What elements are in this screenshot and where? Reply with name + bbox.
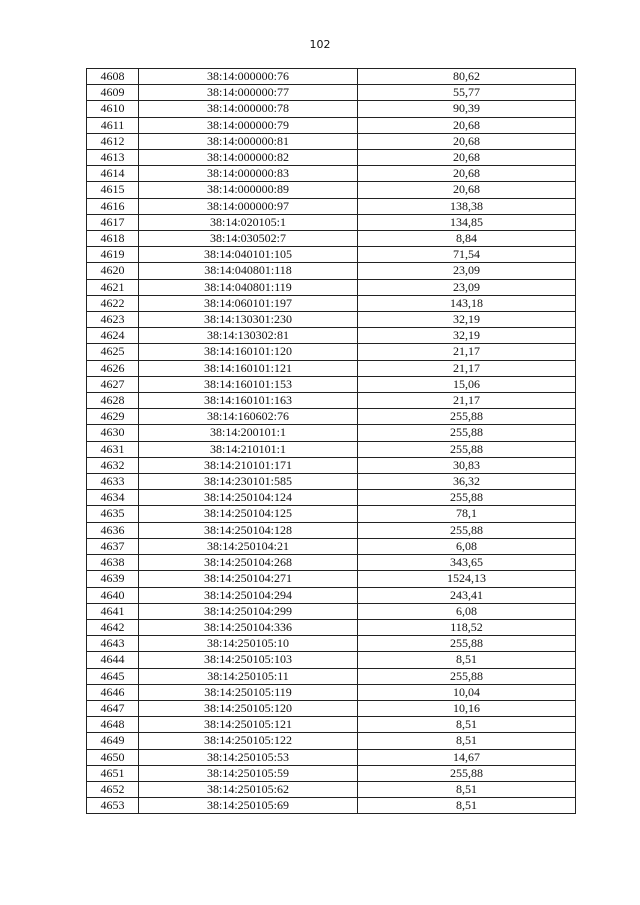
table-row: [87, 409, 576, 425]
value-cell: 255,88: [358, 409, 576, 425]
table-row: [87, 279, 576, 295]
row-number-cell: 4648: [87, 717, 139, 733]
table-row: [87, 101, 576, 117]
row-number-cell: 4652: [87, 781, 139, 797]
value-cell: 143,18: [358, 295, 576, 311]
value-cell: 20,68: [358, 166, 576, 182]
table-row: [87, 376, 576, 392]
cadastral-number-cell: 38:14:250105:119: [139, 684, 358, 700]
value-cell: 138,38: [358, 198, 576, 214]
table-row: [87, 247, 576, 263]
cadastral-number-cell: 38:14:160101:120: [139, 344, 358, 360]
cadastral-number-cell: 38:14:000000:78: [139, 101, 358, 117]
value-cell: 21,17: [358, 360, 576, 376]
table-row: [87, 717, 576, 733]
cadastral-number-cell: 38:14:000000:82: [139, 150, 358, 166]
cadastral-number-cell: 38:14:040101:105: [139, 247, 358, 263]
row-number-cell: 4634: [87, 490, 139, 506]
row-number-cell: 4622: [87, 295, 139, 311]
cadastral-number-cell: 38:14:250104:124: [139, 490, 358, 506]
row-number-cell: 4639: [87, 571, 139, 587]
cadastral-number-cell: 38:14:230101:585: [139, 474, 358, 490]
row-number-cell: 4624: [87, 328, 139, 344]
cadastral-number-cell: 38:14:250105:53: [139, 749, 358, 765]
table-row: [87, 587, 576, 603]
table-row: [87, 522, 576, 538]
table-row: [87, 538, 576, 554]
cadastral-number-cell: 38:14:000000:81: [139, 133, 358, 149]
cadastral-number-cell: 38:14:030502:7: [139, 231, 358, 247]
cadastral-number-cell: 38:14:160602:76: [139, 409, 358, 425]
cadastral-number-cell: 38:14:250105:120: [139, 700, 358, 716]
table-row: [87, 133, 576, 149]
cadastral-number-cell: 38:14:040801:118: [139, 263, 358, 279]
value-cell: 21,17: [358, 393, 576, 409]
value-cell: 8,51: [358, 717, 576, 733]
row-number-cell: 4633: [87, 474, 139, 490]
row-number-cell: 4610: [87, 101, 139, 117]
value-cell: 8,51: [358, 733, 576, 749]
cadastral-number-cell: 38:14:130302:81: [139, 328, 358, 344]
value-cell: 30,83: [358, 457, 576, 473]
cadastral-number-cell: 38:14:250104:336: [139, 619, 358, 635]
table-row: [87, 344, 576, 360]
value-cell: 1524,13: [358, 571, 576, 587]
row-number-cell: 4623: [87, 312, 139, 328]
cadastral-number-cell: 38:14:250105:59: [139, 765, 358, 781]
row-number-cell: 4636: [87, 522, 139, 538]
cadastral-number-cell: 38:14:250104:271: [139, 571, 358, 587]
table-row: [87, 490, 576, 506]
cadastral-number-cell: 38:14:020105:1: [139, 214, 358, 230]
cadastral-number-cell: 38:14:250104:125: [139, 506, 358, 522]
cadastral-number-cell: 38:14:250104:21: [139, 538, 358, 554]
value-cell: 255,88: [358, 668, 576, 684]
value-cell: 90,39: [358, 101, 576, 117]
row-number-cell: 4614: [87, 166, 139, 182]
cadastral-number-cell: 38:14:160101:153: [139, 376, 358, 392]
table-row: [87, 117, 576, 133]
table-row: [87, 295, 576, 311]
table-row: [87, 555, 576, 571]
cadastral-number-cell: 38:14:000000:97: [139, 198, 358, 214]
table-row: [87, 603, 576, 619]
value-cell: 8,84: [358, 231, 576, 247]
row-number-cell: 4647: [87, 700, 139, 716]
row-number-cell: 4643: [87, 636, 139, 652]
row-number-cell: 4612: [87, 133, 139, 149]
cadastral-number-cell: 38:14:000000:77: [139, 85, 358, 101]
table-row: [87, 150, 576, 166]
row-number-cell: 4635: [87, 506, 139, 522]
value-cell: 20,68: [358, 150, 576, 166]
value-cell: 20,68: [358, 182, 576, 198]
cadastral-number-cell: 38:14:040801:119: [139, 279, 358, 295]
cadastral-number-cell: 38:14:130301:230: [139, 312, 358, 328]
value-cell: 20,68: [358, 117, 576, 133]
table-row: [87, 263, 576, 279]
row-number-cell: 4630: [87, 425, 139, 441]
cadastral-number-cell: 38:14:250105:69: [139, 798, 358, 814]
cadastral-number-cell: 38:14:250104:299: [139, 603, 358, 619]
row-number-cell: 4617: [87, 214, 139, 230]
value-cell: 6,08: [358, 603, 576, 619]
row-number-cell: 4613: [87, 150, 139, 166]
row-number-cell: 4631: [87, 441, 139, 457]
row-number-cell: 4640: [87, 587, 139, 603]
row-number-cell: 4638: [87, 555, 139, 571]
cadastral-number-cell: 38:14:160101:121: [139, 360, 358, 376]
table-row: [87, 360, 576, 376]
table-row: [87, 214, 576, 230]
cadastral-number-cell: 38:14:250105:62: [139, 781, 358, 797]
table-row: [87, 166, 576, 182]
cadastral-number-cell: 38:14:250105:103: [139, 652, 358, 668]
table-row: [87, 425, 576, 441]
table-row: [87, 798, 576, 814]
value-cell: 255,88: [358, 425, 576, 441]
value-cell: 6,08: [358, 538, 576, 554]
table-row: [87, 684, 576, 700]
value-cell: 10,04: [358, 684, 576, 700]
row-number-cell: 4618: [87, 231, 139, 247]
value-cell: 134,85: [358, 214, 576, 230]
registry-table: [86, 68, 576, 814]
table-row: [87, 506, 576, 522]
table-row: [87, 198, 576, 214]
value-cell: 8,51: [358, 798, 576, 814]
registry-table-body: [87, 69, 576, 814]
table-row: [87, 328, 576, 344]
row-number-cell: 4611: [87, 117, 139, 133]
cadastral-number-cell: 38:14:250105:121: [139, 717, 358, 733]
row-number-cell: 4609: [87, 85, 139, 101]
value-cell: 118,52: [358, 619, 576, 635]
table-row: [87, 700, 576, 716]
value-cell: 14,67: [358, 749, 576, 765]
cadastral-number-cell: 38:14:250105:122: [139, 733, 358, 749]
table-row: [87, 652, 576, 668]
value-cell: 243,41: [358, 587, 576, 603]
row-number-cell: 4644: [87, 652, 139, 668]
row-number-cell: 4642: [87, 619, 139, 635]
table-row: [87, 85, 576, 101]
row-number-cell: 4608: [87, 69, 139, 85]
cadastral-number-cell: 38:14:000000:76: [139, 69, 358, 85]
cadastral-number-cell: 38:14:250104:268: [139, 555, 358, 571]
row-number-cell: 4632: [87, 457, 139, 473]
row-number-cell: 4646: [87, 684, 139, 700]
value-cell: 255,88: [358, 636, 576, 652]
row-number-cell: 4637: [87, 538, 139, 554]
cadastral-number-cell: 38:14:250104:128: [139, 522, 358, 538]
row-number-cell: 4619: [87, 247, 139, 263]
value-cell: 255,88: [358, 490, 576, 506]
row-number-cell: 4627: [87, 376, 139, 392]
row-number-cell: 4620: [87, 263, 139, 279]
value-cell: 23,09: [358, 279, 576, 295]
table-row: [87, 231, 576, 247]
value-cell: 32,19: [358, 328, 576, 344]
row-number-cell: 4650: [87, 749, 139, 765]
cadastral-number-cell: 38:14:200101:1: [139, 425, 358, 441]
row-number-cell: 4615: [87, 182, 139, 198]
table-row: [87, 668, 576, 684]
cadastral-number-cell: 38:14:000000:83: [139, 166, 358, 182]
value-cell: 15,06: [358, 376, 576, 392]
row-number-cell: 4616: [87, 198, 139, 214]
cadastral-number-cell: 38:14:000000:89: [139, 182, 358, 198]
row-number-cell: 4651: [87, 765, 139, 781]
row-number-cell: 4649: [87, 733, 139, 749]
value-cell: 8,51: [358, 652, 576, 668]
table-row: [87, 733, 576, 749]
row-number-cell: 4645: [87, 668, 139, 684]
value-cell: 55,77: [358, 85, 576, 101]
value-cell: 32,19: [358, 312, 576, 328]
table-row: [87, 393, 576, 409]
cadastral-number-cell: 38:14:210101:171: [139, 457, 358, 473]
cadastral-number-cell: 38:14:250105:11: [139, 668, 358, 684]
value-cell: 78,1: [358, 506, 576, 522]
value-cell: 8,51: [358, 781, 576, 797]
row-number-cell: 4626: [87, 360, 139, 376]
cadastral-number-cell: 38:14:210101:1: [139, 441, 358, 457]
cadastral-number-cell: 38:14:060101:197: [139, 295, 358, 311]
cadastral-number-cell: 38:14:250105:10: [139, 636, 358, 652]
table-row: [87, 441, 576, 457]
value-cell: 80,62: [358, 69, 576, 85]
table-row: [87, 312, 576, 328]
table-row: [87, 457, 576, 473]
table-row: [87, 182, 576, 198]
cadastral-number-cell: 38:14:250104:294: [139, 587, 358, 603]
value-cell: 20,68: [358, 133, 576, 149]
row-number-cell: 4641: [87, 603, 139, 619]
page-number: 102: [309, 38, 331, 51]
table-row: [87, 571, 576, 587]
row-number-cell: 4625: [87, 344, 139, 360]
table-row: [87, 619, 576, 635]
table-row: [87, 474, 576, 490]
value-cell: 10,16: [358, 700, 576, 716]
value-cell: 21,17: [358, 344, 576, 360]
cadastral-number-cell: 38:14:160101:163: [139, 393, 358, 409]
table-row: [87, 781, 576, 797]
table-row: [87, 749, 576, 765]
value-cell: 23,09: [358, 263, 576, 279]
row-number-cell: 4628: [87, 393, 139, 409]
value-cell: 255,88: [358, 765, 576, 781]
value-cell: 343,65: [358, 555, 576, 571]
table-row: [87, 636, 576, 652]
value-cell: 255,88: [358, 522, 576, 538]
row-number-cell: 4653: [87, 798, 139, 814]
value-cell: 255,88: [358, 441, 576, 457]
value-cell: 71,54: [358, 247, 576, 263]
cadastral-number-cell: 38:14:000000:79: [139, 117, 358, 133]
row-number-cell: 4621: [87, 279, 139, 295]
table-row: [87, 69, 576, 85]
value-cell: 36,32: [358, 474, 576, 490]
table-row: [87, 765, 576, 781]
row-number-cell: 4629: [87, 409, 139, 425]
